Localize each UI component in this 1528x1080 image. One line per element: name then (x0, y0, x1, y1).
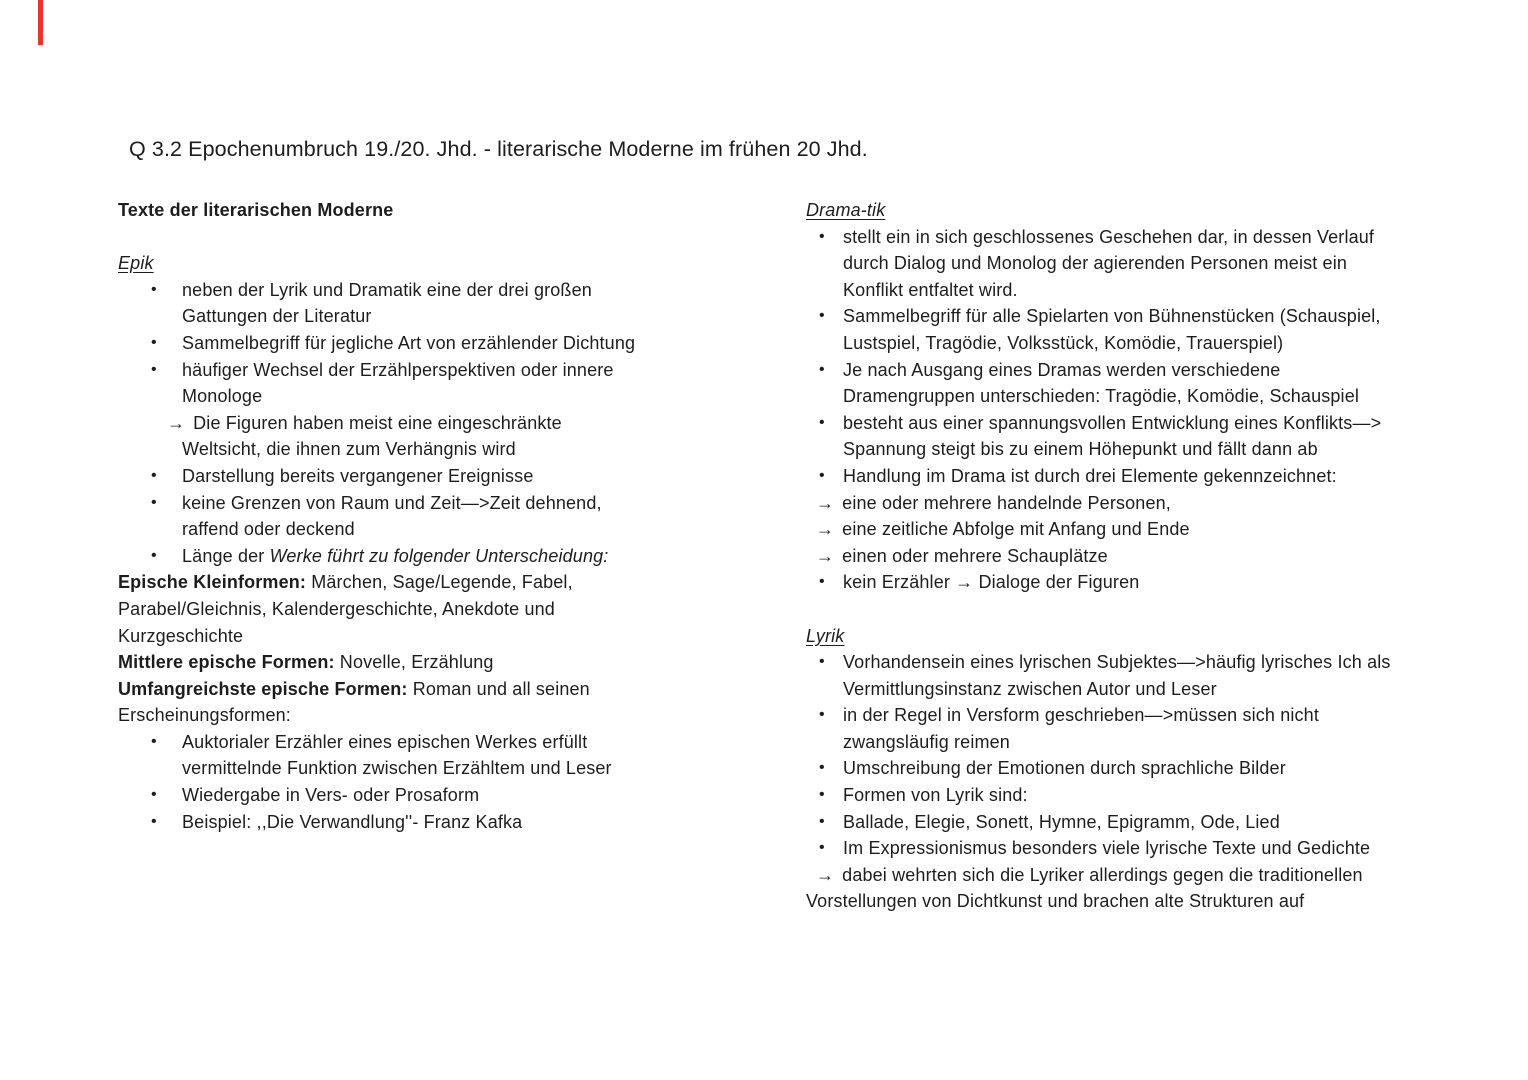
text-line (118, 782, 778, 809)
bullet-icon: • (151, 360, 157, 378)
arrow-icon: → (816, 519, 835, 540)
text-line (118, 463, 778, 490)
text-line (118, 729, 778, 756)
left-column (118, 197, 778, 835)
text-line (118, 516, 778, 543)
text-segment: Texte der literarischen Moderne (118, 200, 394, 220)
text-line (118, 623, 778, 650)
text-line (118, 197, 778, 224)
text-line (806, 410, 1506, 437)
text-line (118, 596, 778, 623)
text-line (118, 809, 778, 836)
bullet-icon: • (151, 333, 157, 351)
text-segment: Novelle, Erzählung (334, 652, 494, 673)
text-segment: Mittlere epische Formen: (118, 652, 335, 673)
text-segment: Spannung steigt bis zu einem Höhepunkt und fällt dann ab (843, 439, 1318, 460)
text-segment: Ballade, Elegie, Sonett, Hymne, Epigramm, Ode, Lied (843, 811, 1280, 832)
text-segment: besteht aus einer spannungsvollen Entwicklung eines Konflikts—> (843, 412, 1382, 433)
text-line (806, 277, 1506, 304)
text-segment: durch Dialog und Monolog der agierenden Personen meist ein (843, 253, 1348, 274)
text-segment: Vermittlungsinstanz zwischen Autor und Leser (843, 678, 1217, 699)
text-segment: in der Regel in Versform geschrieben—>müssen sich nicht (843, 705, 1319, 726)
text-segment: dabei wehrten sich die Lyriker allerdings gegen die traditionellen (842, 864, 1363, 885)
text-line (806, 224, 1506, 251)
text-line (118, 250, 778, 277)
text-segment: Sammelbegriff für jegliche Art von erzählender Dichtung (182, 332, 636, 353)
text-line (806, 809, 1506, 836)
text-segment: Vorhandensein eines lyrischen Subjektes—>häufig lyrisches Ich als (843, 652, 1391, 673)
text-segment: Lustspiel, Tragödie, Volksstück, Komödie, Trauerspiel) (843, 332, 1284, 353)
text-segment: Auktorialer Erzähler eines epischen Werkes erfüllt (182, 731, 588, 752)
text-line (806, 755, 1506, 782)
text-line (806, 330, 1506, 357)
text-segment: vermittelnde Funktion zwischen Erzähltem und Leser (182, 758, 612, 779)
text-segment: Vorstellungen von Dichtkunst und brachen alte Strukturen auf (806, 891, 1305, 912)
text-segment: Epik (118, 253, 154, 274)
blank-line (118, 224, 778, 251)
arrow-icon: → (167, 412, 186, 433)
text-line (806, 303, 1506, 330)
text-line (806, 436, 1506, 463)
text-line (806, 197, 1506, 224)
bullet-icon: • (819, 759, 825, 777)
text-segment: Umschreibung der Emotionen durch sprachliche Bilder (843, 758, 1286, 779)
bullet-icon: • (819, 653, 825, 671)
text-line (118, 569, 778, 596)
text-segment: Roman und all seinen (407, 678, 590, 699)
text-segment: Beispiel: ,,Die Verwandlung''- Franz Kafka (182, 811, 523, 832)
text-line (118, 330, 778, 357)
text-segment: raffend oder deckend (182, 519, 355, 540)
text-segment: Wiedergabe in Vers- oder Prosaform (182, 785, 480, 806)
text-line (118, 436, 778, 463)
red-pen-mark (38, 0, 43, 45)
bullet-icon: • (819, 307, 825, 325)
text-line (806, 357, 1506, 384)
text-line (806, 250, 1506, 277)
text-line (118, 543, 778, 570)
text-line (118, 410, 778, 437)
text-segment: Handlung im Drama ist durch drei Elemente gekennzeichnet: (843, 465, 1337, 486)
text-line (806, 623, 1506, 650)
text-segment: neben der Lyrik und Dramatik eine der drei großen (182, 279, 592, 300)
text-line (806, 516, 1506, 543)
text-line (806, 383, 1506, 410)
text-segment: Parabel/Gleichnis, Kalendergeschichte, Anekdote und (118, 598, 555, 619)
bullet-icon: • (151, 466, 157, 484)
text-segment: Märchen, Sage/Legende, Fabel, (306, 572, 573, 593)
blank-line (806, 596, 1506, 623)
text-segment: eine oder mehrere handelnde Personen, (842, 492, 1171, 513)
text-segment: Länge der (182, 545, 270, 566)
text-segment: Die Figuren haben meist eine eingeschränkte (193, 412, 562, 433)
bullet-icon: • (151, 786, 157, 804)
text-segment: stellt ein in sich geschlossenes Geschehen dar, in dessen Verlauf (843, 226, 1375, 247)
page-title: Q 3.2 Epochenumbruch 19./20. Jhd. - literarische Moderne im frühen 20 Jhd. (129, 137, 868, 161)
text-line (806, 649, 1506, 676)
text-segment: Weltsicht, die ihnen zum Verhängnis wird (182, 439, 516, 460)
arrow-icon: → (816, 492, 835, 513)
text-line (806, 729, 1506, 756)
text-segment: zwangsläufig reimen (843, 731, 1010, 752)
text-segment: Monologe (182, 386, 263, 407)
arrow-icon: → (816, 545, 835, 566)
bullet-icon: • (819, 706, 825, 724)
text-segment: Drama-tik (806, 200, 886, 220)
text-segment: Kurzgeschichte (118, 625, 244, 646)
text-segment: Lyrik (806, 625, 845, 646)
text-line (118, 303, 778, 330)
bullet-icon: • (151, 280, 157, 298)
text-segment: Dramengruppen unterschieden: Tragödie, Komödie, Schauspiel (843, 386, 1360, 407)
text-line (806, 463, 1506, 490)
text-line (118, 676, 778, 703)
text-segment: Sammelbegriff für alle Spielarten von Bühnenstücken (Schauspiel, (843, 306, 1381, 327)
arrow-icon: → (816, 864, 835, 885)
text-line (806, 835, 1506, 862)
text-line (806, 782, 1506, 809)
text-line (118, 755, 778, 782)
text-segment: Werke führt zu folgender Unterscheidung: (269, 545, 609, 566)
text-line (118, 357, 778, 384)
text-segment: Erscheinungsformen: (118, 705, 291, 726)
text-segment: Je nach Ausgang eines Dramas werden verschiedene (843, 359, 1281, 380)
text-segment: eine zeitliche Abfolge mit Anfang und Ende (842, 519, 1190, 540)
text-line (118, 490, 778, 517)
text-line (118, 702, 778, 729)
text-line (806, 888, 1506, 915)
bullet-icon: • (819, 786, 825, 804)
text-segment: Epische Kleinformen: (118, 572, 307, 593)
text-line (806, 490, 1506, 517)
bullet-icon: • (819, 413, 825, 431)
text-line (118, 383, 778, 410)
text-line (806, 676, 1506, 703)
bullet-icon: • (819, 812, 825, 830)
bullet-icon: • (819, 839, 825, 857)
text-line (806, 862, 1506, 889)
text-line (806, 543, 1506, 570)
bullet-icon: • (151, 812, 157, 830)
text-segment: Darstellung bereits vergangener Ereignisse (182, 465, 534, 486)
text-segment: kein Erzähler → Dialoge der Figuren (843, 572, 1140, 593)
text-segment: häufiger Wechsel der Erzählperspektiven oder innere (182, 359, 614, 380)
text-segment: einen oder mehrere Schauplätze (842, 545, 1108, 566)
bullet-icon: • (151, 493, 157, 511)
text-segment: Umfangreichste epische Formen: (118, 678, 408, 699)
text-line (806, 702, 1506, 729)
text-segment: Formen von Lyrik sind: (843, 785, 1028, 806)
bullet-icon: • (151, 732, 157, 750)
text-line (118, 649, 778, 676)
right-column (806, 197, 1506, 915)
text-segment: Im Expressionismus besonders viele lyrische Texte und Gedichte (843, 838, 1371, 859)
bullet-icon: • (819, 466, 825, 484)
bullet-icon: • (819, 360, 825, 378)
bullet-icon: • (819, 573, 825, 591)
bullet-icon: • (819, 227, 825, 245)
text-segment: Konflikt entfaltet wird. (843, 279, 1018, 300)
text-segment: Gattungen der Literatur (182, 306, 372, 327)
bullet-icon: • (151, 546, 157, 564)
text-line (118, 277, 778, 304)
text-segment: keine Grenzen von Raum und Zeit—>Zeit dehnend, (182, 492, 602, 513)
text-line (806, 569, 1506, 596)
